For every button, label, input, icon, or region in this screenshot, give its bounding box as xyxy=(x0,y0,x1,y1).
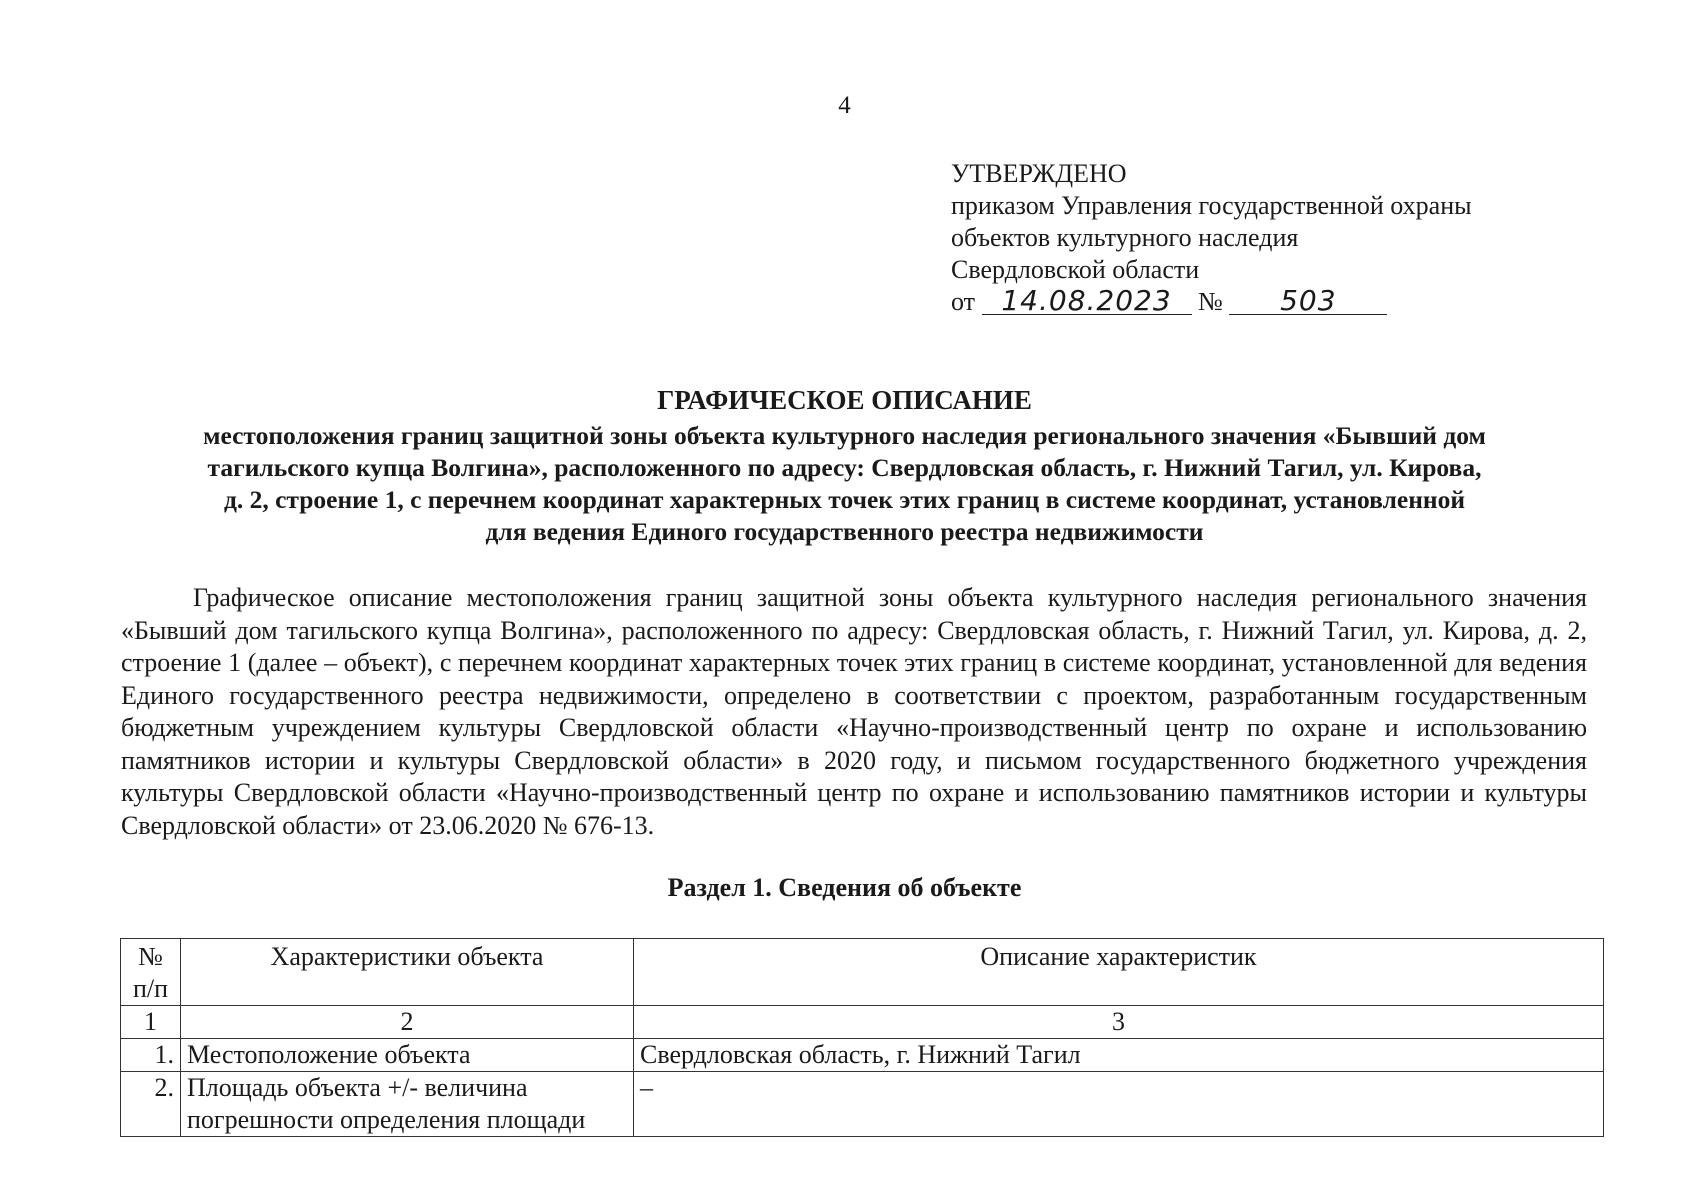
row-num: 1. xyxy=(121,1039,181,1072)
approval-line-2: объектов культурного наследия xyxy=(951,223,1299,252)
table-index-row xyxy=(121,1006,1604,1039)
approval-line-3: Свердловской области xyxy=(951,255,1200,284)
index-cell-2: 2 xyxy=(181,1006,634,1039)
approval-stamp xyxy=(951,158,1472,318)
approval-line-1: приказом Управления государственной охраны xyxy=(951,191,1472,220)
table-header-row xyxy=(121,939,1604,1006)
row-description: Свердловская область, г. Нижний Тагил xyxy=(634,1039,1604,1072)
document-title xyxy=(100,384,1589,548)
number-label: № xyxy=(1198,287,1223,316)
header-num-line-2: п/п xyxy=(132,974,169,1003)
row-description: – xyxy=(634,1072,1604,1137)
title-line-2: тагильского купца Волгина», расположенного по адресу: Свердловская область, г. Нижний Тагил, ул. Кирова, xyxy=(207,453,1482,482)
from-label: от xyxy=(951,287,976,316)
row-num: 2. xyxy=(121,1072,181,1137)
approval-heading: УТВЕРЖДЕНО xyxy=(951,159,1127,188)
approval-date-line xyxy=(951,286,1472,318)
row-characteristic: Площадь объекта +/- величина погрешности определения площади xyxy=(181,1072,634,1137)
index-cell-3: 3 xyxy=(634,1006,1604,1039)
title-line-4: для ведения Единого государственного реестра недвижимости xyxy=(485,517,1204,546)
body-paragraph: Графическое описание местоположения границ защитной зоны объекта культурного наследия регионального значения «Бывший дом тагильского купца Волгина», расположенного по адресу: Свердловская область, г. Нижний Тагил, ул. Кирова, д. 2, строение 1 (далее – объект), с перечнем координат характерных точек этих границ в системе координат, установленной для ведения Единого государственного реестра недвижимости, определено в соответствии с проектом, разработанным государственным бюджетным учреждением культуры Свердловской области «Научно-производственный центр по охране и использованию памятников истории и культуры Свердловской области» в 2020 году, и письмом государственного бюджетного учреждения культуры Свердловской области «Научно-производственный центр по охране и использованию памятников истории и культуры Свердловской области» от 23.06.2020 № 676-13. xyxy=(121,583,1587,840)
header-num xyxy=(121,939,181,1006)
handwritten-number: 503 xyxy=(1229,288,1387,315)
section-title: Раздел 1. Сведения об объекте xyxy=(667,873,1022,902)
title-line-3: д. 2, строение 1, с перечнем координат характерных точек этих границ в системе координат, установленной xyxy=(223,485,1466,514)
title-main: ГРАФИЧЕСКОЕ ОПИСАНИЕ xyxy=(657,385,1032,415)
header-num-line-1: № xyxy=(138,942,163,971)
object-info-table xyxy=(120,938,1604,1137)
table-row xyxy=(121,1072,1604,1137)
header-characteristics: Характеристики объекта xyxy=(181,939,634,1006)
table-row xyxy=(121,1039,1604,1072)
index-cell-1: 1 xyxy=(121,1006,181,1039)
header-description: Описание характеристик xyxy=(634,939,1604,1006)
row-characteristic: Местоположение объекта xyxy=(181,1039,634,1072)
handwritten-date: 14.08.2023 xyxy=(982,288,1192,315)
title-line-1: местоположения границ защитной зоны объекта культурного наследия регионального значения «Бывший дом xyxy=(203,421,1486,450)
page-number: 4 xyxy=(838,92,851,119)
